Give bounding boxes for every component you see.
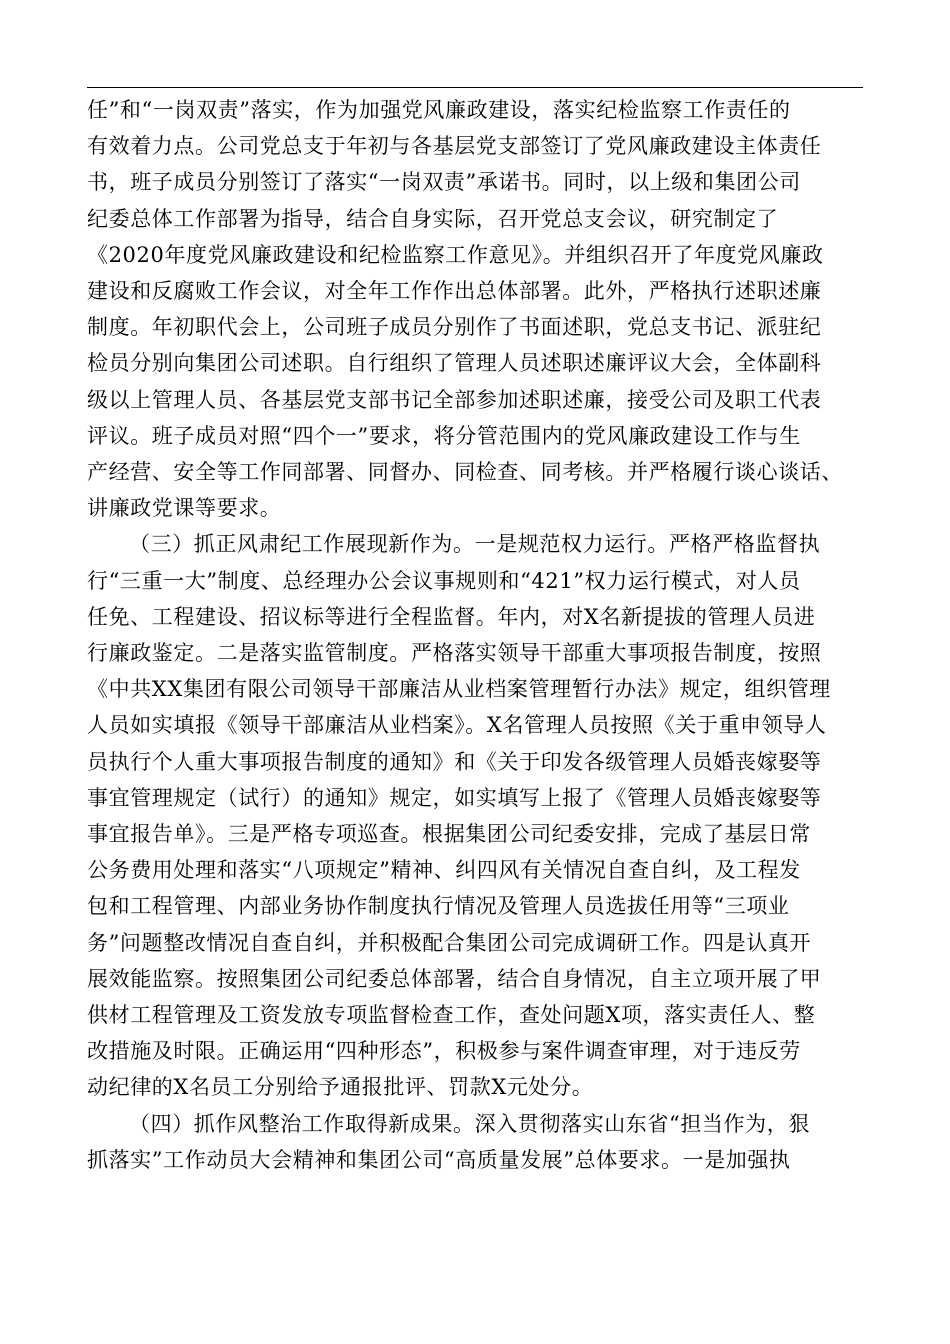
- text-line: 供材工程管理及工资发放专项监督检查工作，查处问题X项，落实责任人、整: [87, 1003, 816, 1028]
- text-line: 级以上管理人员、各基层党支部书记全部参加述职述廉，接受公司及职工代表: [87, 387, 822, 412]
- text-line: 事宜报告单》。三是严格专项巡查。根据集团公司纪委安排，完成了基层日常: [87, 822, 811, 847]
- text-line: 行“三重一大”制度、总经理办公会议事规则和“421”权力运行模式，对人员: [87, 568, 801, 593]
- text-line: 务”问题整改情况自查自纠，并积极配合集团公司完成调研工作。四是认真开: [87, 930, 812, 955]
- text-line: 评议。班子成员对照“四个一”要求，将分管范围内的党风廉政建设工作与生: [87, 423, 801, 448]
- body-text: [87, 92, 877, 1178]
- text-line: 有效着力点。公司党总支于年初与各基层党支部签订了党风廉政建设主体责任: [87, 134, 822, 159]
- text-line: 《中共XX集团有限公司领导干部廉洁从业档案管理暂行办法》规定，组织管理: [87, 677, 831, 702]
- text-line: 制度。年初职代会上，公司班子成员分别作了书面述职，党总支书记、派驻纪: [87, 315, 822, 340]
- text-line: 抓落实”工作动员大会精神和集团公司“高质量发展”总体要求。一是加强执: [87, 1147, 791, 1172]
- text-line: 员执行个人重大事项报告制度的通知》和《关于印发各级管理人员婚丧嫁娶等: [87, 749, 822, 774]
- header-rule: [87, 87, 863, 88]
- text-line: 事宜管理规定（试行）的通知》规定，如实填写上报了《管理人员婚丧嫁娶等: [87, 785, 822, 810]
- text-line: 《2020年度党风廉政建设和纪检监察工作意见》。并组织召开了年度党风廉政: [87, 242, 824, 267]
- text-line: 建设和反腐败工作会议，对全年工作作出总体部署。此外，严格执行述职述廉: [87, 279, 822, 304]
- text-line: 讲廉政党课等要求。: [87, 496, 282, 521]
- text-line: 包和工程管理、内部业务协作制度执行情况及管理人员选拔任用等“三项业: [87, 894, 790, 919]
- text-line: 行廉政鉴定。二是落实监管制度。严格落实领导干部重大事项报告制度，按照: [87, 641, 822, 666]
- text-line: 任免、工程建设、招议标等进行全程监督。年内，对X名新提拔的管理人员进: [87, 604, 816, 629]
- text-line: 产经营、安全等工作同部署、同督办、同检查、同考核。并严格履行谈心谈话、: [87, 460, 843, 485]
- text-line: 书，班子成员分别签订了落实“一岗双责”承诺书。同时，以上级和集团公司: [87, 170, 801, 195]
- text-line: 任”和“一岗双责”落实，作为加强党风廉政建设，落实纪检监察工作责任的: [87, 98, 791, 122]
- text-line: 动纪律的X名员工分别给予通报批评、罚款X元处分。: [87, 1075, 594, 1100]
- text-line: 检员分别向集团公司述职。自行组织了管理人员述职述廉评议大会，全体副科: [87, 351, 822, 376]
- paragraph-start: （四）抓作风整治工作取得新成果。深入贯彻落实山东省“担当作为，狠: [129, 1111, 810, 1136]
- text-line: 改措施及时限。正确运用“四种形态”，积极参与案件调查审理，对于违反劳: [87, 1039, 801, 1064]
- text-line: 人员如实填报《领导干部廉洁从业档案》。X名管理人员按照《关于重申领导人: [87, 713, 827, 738]
- text-line: 展效能监察。按照集团公司纪委总体部署，结合自身情况，自主立项开展了甲: [87, 966, 822, 991]
- paragraph-start: （三）抓正风肃纪工作展现新作为。一是规范权力运行。严格严格监督执: [129, 532, 821, 557]
- text-line: 公务费用处理和落实“八项规定”精神、纠四风有关情况自查自纠，及工程发: [87, 858, 801, 883]
- text-line: 纪委总体工作部署为指导，结合自身实际，召开党总支会议，研究制定了: [87, 206, 779, 231]
